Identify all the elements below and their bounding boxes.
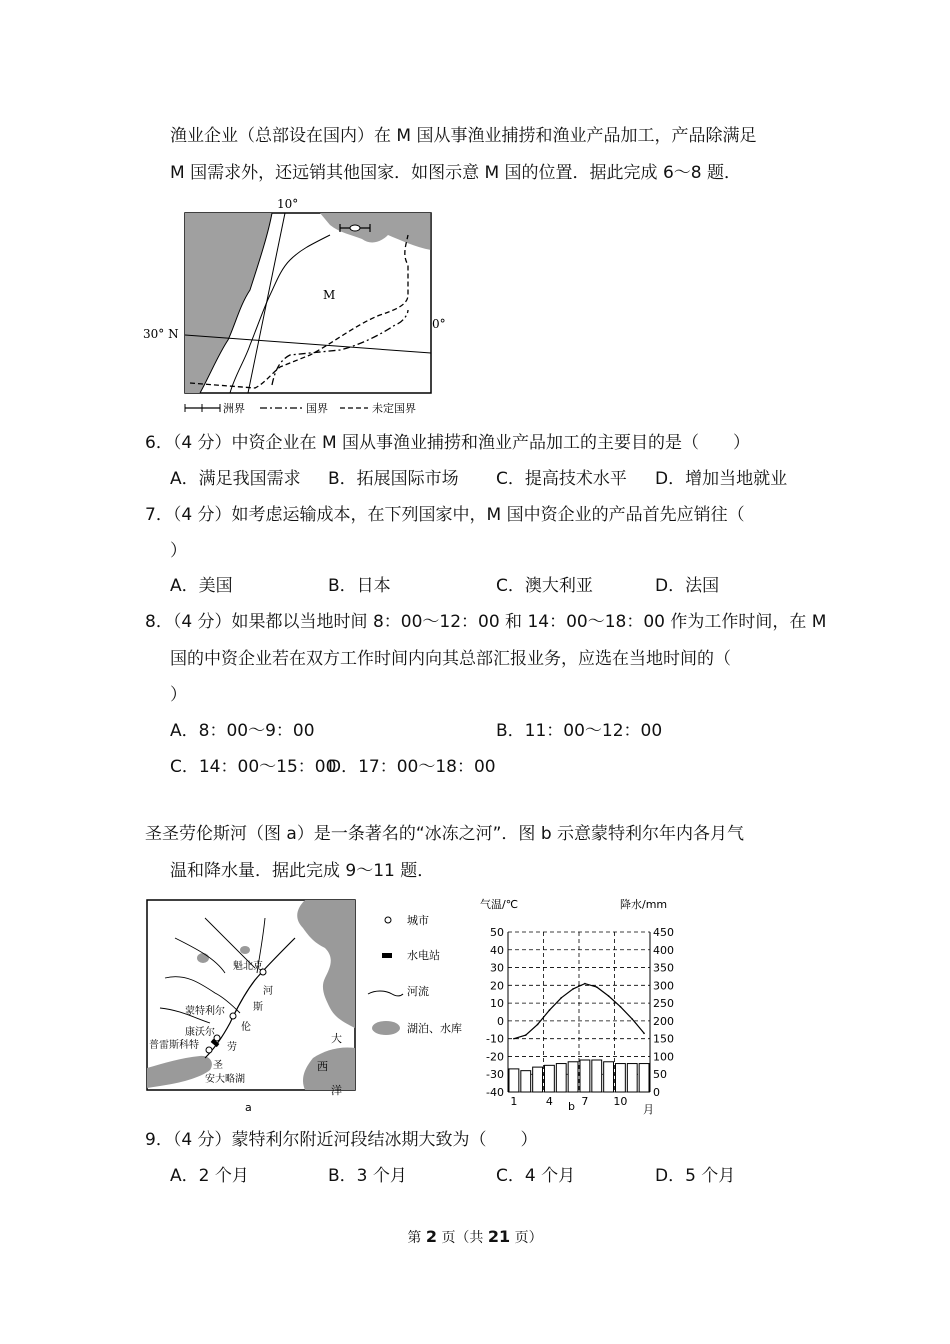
precip-bar-8	[592, 1060, 602, 1092]
y-left-tick-2: 30	[490, 961, 504, 975]
city-cornwall-label: 康沃尔	[185, 1027, 215, 1038]
y-left-tick-0: 50	[490, 926, 504, 939]
footer-page-number: 2	[425, 1227, 437, 1246]
q9-option-b: B．3 个月	[328, 1166, 407, 1186]
y-right-tick-8: 50	[653, 1068, 667, 1082]
precip-bar-1	[509, 1069, 519, 1092]
y-right-tick-3: 300	[653, 979, 674, 993]
city-montreal-label: 蒙特利尔	[185, 1006, 225, 1017]
q8-stem: 8．（4 分）如果都以当地时间 8：00～12：00 和 14：00～18：00 作为工作时间，在 M	[145, 612, 827, 632]
chart-ylabel-left: 气温/℃	[480, 898, 519, 911]
country-m-label: M	[323, 288, 336, 302]
page-footer	[0, 1227, 950, 1247]
map1-legend	[185, 401, 416, 415]
city-montreal-marker	[230, 1013, 236, 1019]
city-prescott-label: 普雷斯科特	[149, 1040, 199, 1051]
q7-option-c: C．澳大利亚	[496, 576, 593, 596]
temperature-point-5	[560, 997, 562, 999]
footer-total-pages: 21	[487, 1227, 511, 1246]
q6-option-b: B．拓展国际市场	[328, 469, 459, 489]
intro1-line1: 渔业企业（总部设在国内）在 M 国从事渔业捕捞和渔业产品加工，产品除满足	[170, 126, 757, 146]
precip-bar-9	[604, 1062, 614, 1092]
q8-option-d: D．17：00～18：00	[328, 757, 496, 777]
ocean-char-3: 洋	[331, 1084, 342, 1097]
legend-lake: 湖泊、水库	[407, 1022, 462, 1035]
river-char-2: 斯	[253, 1002, 263, 1013]
lon-0-label: 0°	[432, 317, 446, 331]
y-left-tick-3: 20	[490, 979, 504, 993]
river-char-4: 劳	[227, 1042, 237, 1053]
q8-stem-2: 国的中资企业若在双方工作时间内向其总部汇报业务，应选在当地时间的（	[170, 649, 731, 669]
footer-mid: 页（共	[441, 1230, 484, 1246]
temperature-point-12	[643, 1033, 645, 1035]
legend-national-border: 国界	[306, 402, 328, 415]
temperature-point-4	[549, 1009, 551, 1011]
temperature-point-10	[620, 1006, 622, 1008]
y-right-tick-7: 100	[653, 1050, 674, 1064]
temperature-point-2	[525, 1034, 527, 1036]
legend-river: 河流	[407, 985, 429, 998]
ocean-char-1: 大	[331, 1032, 342, 1045]
y-right-tick-0: 450	[653, 926, 674, 939]
lake-ontario-label: 安大略湖	[205, 1074, 245, 1085]
chart-caption: b	[568, 1100, 575, 1113]
map2-caption: a	[245, 1101, 252, 1114]
y-right-tick-4: 250	[653, 997, 674, 1011]
precip-bar-2	[521, 1071, 531, 1092]
q9-option-d: D．5 个月	[655, 1166, 736, 1186]
y-right-tick-2: 350	[653, 961, 674, 975]
chart-axis-left	[486, 926, 504, 1099]
y-right-tick-1: 400	[653, 943, 674, 957]
q7-option-a: A．美国	[170, 576, 233, 596]
q6-option-a: A．满足我国需求	[170, 469, 301, 489]
intro2-line2: 温和降水量．据此完成 9～11 题．	[170, 861, 435, 881]
x-tick-10: 10	[613, 1095, 628, 1108]
intro1-line2: M 国需求外，还远销其他国家．如图示意 M 国的位置．据此完成 6～8 题．	[170, 163, 741, 183]
precip-bar-11	[627, 1064, 637, 1092]
y-left-tick-9: -40	[486, 1086, 504, 1099]
q7-stem: 7．（4 分）如考虑运输成本，在下列国家中，M 国中资企业的产品首先应销往（	[145, 505, 745, 525]
q8-stem-cont: ）	[170, 685, 187, 705]
legend-city: 城市	[407, 914, 429, 927]
y-left-tick-5: 0	[497, 1014, 504, 1028]
q8-option-a: A．8：00～9：00	[170, 721, 315, 741]
lat-30-label: 30° N	[143, 327, 179, 341]
x-tick-1: 1	[510, 1095, 518, 1108]
temperature-point-11	[631, 1018, 633, 1020]
y-left-tick-7: -20	[486, 1050, 504, 1064]
q7-option-d: D．法国	[655, 576, 720, 596]
precip-bar-5	[556, 1064, 566, 1092]
precip-bar-6	[568, 1062, 578, 1092]
q9-stem: 9．（4 分）蒙特利尔附近河段结冰期大致为（ ）	[145, 1130, 538, 1150]
q9-option-c: C．4 个月	[496, 1166, 576, 1186]
q7-option-b: B．日本	[328, 576, 391, 596]
temperature-point-9	[608, 995, 610, 997]
river-char-5: 圣	[213, 1060, 223, 1071]
q8-option-c: C．14：00～15：00	[170, 757, 337, 777]
map-st-lawrence	[145, 898, 480, 1118]
temperature-point-6	[572, 988, 574, 990]
chart-axis-right	[653, 926, 674, 1099]
city-quebec-label: 魁北克	[233, 961, 263, 972]
precip-bar-10	[616, 1064, 626, 1092]
x-tick-4: 4	[545, 1095, 553, 1108]
ocean-char-2: 西	[317, 1060, 328, 1073]
lon-10-label: 10°	[277, 197, 299, 211]
legend-continent-boundary: 洲界	[223, 402, 245, 415]
legend-undefined-border: 未定国界	[372, 402, 416, 415]
q7-stem-cont: ）	[170, 541, 187, 561]
river-char-1: 河	[263, 986, 273, 997]
chart-montreal-climate	[475, 895, 685, 1120]
chart-xlabel: 月	[643, 1103, 654, 1116]
y-left-tick-1: 40	[490, 943, 504, 957]
temperature-point-7	[584, 983, 586, 985]
y-left-tick-8: -30	[486, 1068, 504, 1082]
city-prescott-marker	[206, 1047, 212, 1053]
y-right-tick-9: 0	[653, 1086, 660, 1099]
q6-option-c: C．提高技术水平	[496, 469, 627, 489]
temperature-point-8	[596, 986, 598, 988]
chart-ylabel-right: 降水/mm	[620, 898, 668, 911]
precip-bar-4	[545, 1065, 555, 1092]
precip-bar-3	[533, 1067, 543, 1092]
q6-option-d: D．增加当地就业	[655, 469, 788, 489]
precip-bar-7	[580, 1060, 590, 1092]
q9-option-a: A．2 个月	[170, 1166, 249, 1186]
footer-suffix: 页）	[514, 1230, 543, 1246]
precip-bar-12	[639, 1064, 649, 1092]
map2-legend	[368, 914, 462, 1035]
map-m-country	[140, 195, 450, 420]
q8-option-b: B．11：00～12：00	[496, 721, 663, 741]
y-left-tick-4: 10	[490, 997, 504, 1011]
y-left-tick-6: -10	[486, 1032, 504, 1046]
intro2-line1: 圣圣劳伦斯河（图 a）是一条著名的“冰冻之河”．图 b 示意蒙特利尔年内各月气	[145, 824, 745, 844]
q6-stem: 6．（4 分）中资企业在 M 国从事渔业捕捞和渔业产品加工的主要目的是（ ）	[145, 433, 751, 453]
temperature-point-1	[513, 1038, 515, 1040]
x-tick-7: 7	[581, 1095, 589, 1108]
legend-hydropower: 水电站	[407, 949, 440, 962]
temperature-point-3	[537, 1024, 539, 1026]
river-char-3: 伦	[241, 1022, 251, 1033]
y-right-tick-6: 150	[653, 1032, 674, 1046]
footer-prefix: 第	[407, 1230, 422, 1246]
y-right-tick-5: 200	[653, 1014, 674, 1028]
